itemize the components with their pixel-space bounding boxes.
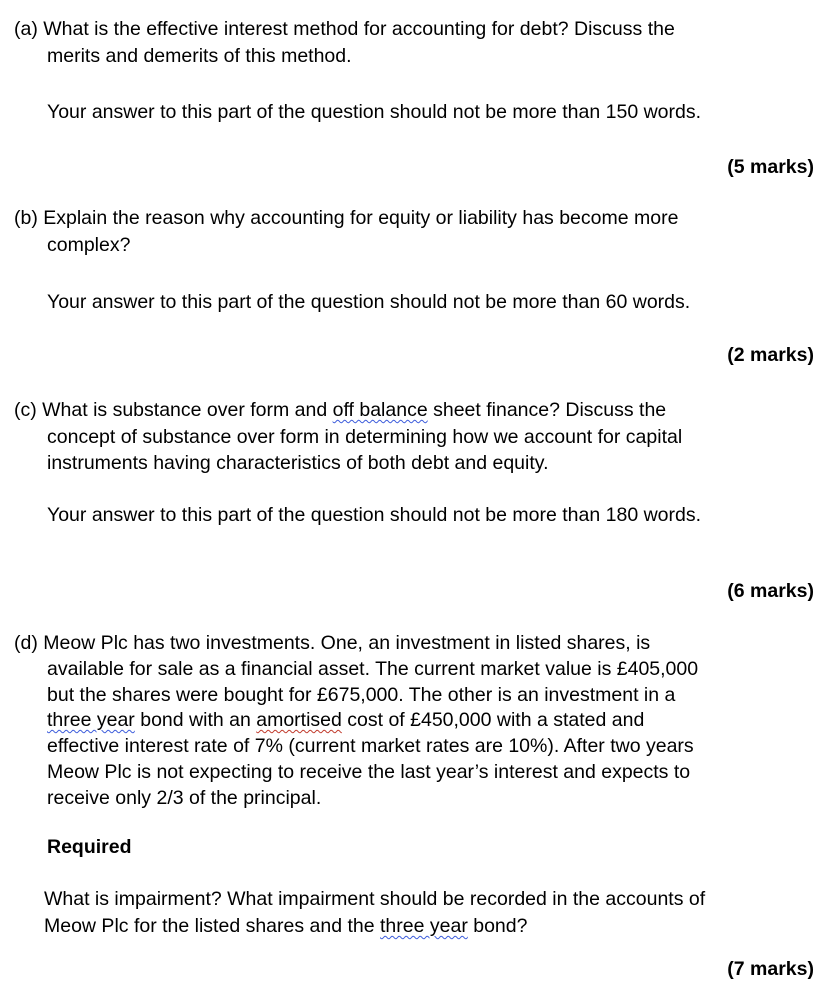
part-c-line-1 <box>14 397 666 423</box>
spellcheck-underline: amortised <box>256 709 342 731</box>
part-a-line-2: merits and demerits of this method. <box>47 45 352 67</box>
part-d-line-4 <box>47 707 644 733</box>
part-b-word-limit: Your answer to this part of the question should not be more than 60 words. <box>47 291 691 313</box>
part-d-line-4-end: cost of £450,000 with a stated and <box>341 709 645 731</box>
part-d-question-2 <box>44 913 527 939</box>
part-d-line-3: but the shares were bought for £675,000. The other is an investment in a <box>47 684 676 706</box>
part-d-line-2: available for sale as a financial asset. The current market value is £405,000 <box>47 658 699 680</box>
part-a-word-limit: Your answer to this part of the question should not be more than 150 words. <box>47 101 702 123</box>
part-d-line-7: receive only 2/3 of the principal. <box>47 787 322 809</box>
part-c-word-limit: Your answer to this part of the question should not be more than 180 words. <box>47 504 702 526</box>
part-d-question-2-end: bond? <box>467 915 528 937</box>
part-c-marks: (6 marks) <box>727 580 814 602</box>
part-d-line-5: effective interest rate of 7% (current market rates are 10%). After two years <box>47 735 694 757</box>
spellcheck-underline: three year <box>380 915 468 937</box>
part-a-marks: (5 marks) <box>727 156 814 178</box>
required-heading: Required <box>47 836 132 858</box>
part-b-line-1: (b) Explain the reason why accounting for equity or liability has become more <box>14 207 679 229</box>
part-b-marks: (2 marks) <box>727 344 814 366</box>
part-d-question-2-start: Meow Plc for the listed shares and the <box>44 915 381 937</box>
part-c-line-1-end: sheet finance? Discuss the <box>427 399 667 421</box>
part-d-marks: (7 marks) <box>727 958 814 980</box>
part-b-line-2: complex? <box>47 234 131 256</box>
spellcheck-underline: off balance <box>332 399 428 421</box>
part-c-line-2: concept of substance over form in determining how we account for capital <box>47 426 683 448</box>
part-c-line-1-start: (c) What is substance over form and <box>14 399 333 421</box>
part-d-line-4-mid: bond with an <box>134 709 257 731</box>
part-d-line-1: (d) Meow Plc has two investments. One, an investment in listed shares, is <box>14 632 651 654</box>
part-c-line-3: instruments having characteristics of both debt and equity. <box>47 452 549 474</box>
part-d-question-1: What is impairment? What impairment should be recorded in the accounts of <box>44 888 706 910</box>
part-a-line-1: (a) What is the effective interest method for accounting for debt? Discuss the <box>14 18 675 40</box>
spellcheck-underline: three year <box>47 709 135 731</box>
part-d-line-6: Meow Plc is not expecting to receive the last year’s interest and expects to <box>47 761 691 783</box>
